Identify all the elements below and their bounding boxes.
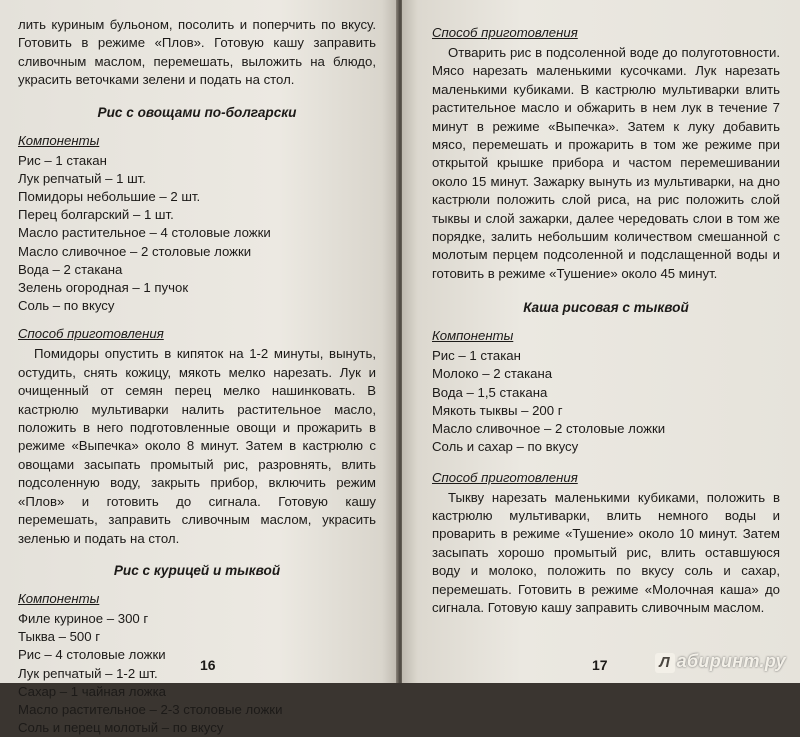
ingredients-list (432, 347, 780, 456)
method-paragraph: Отварить рис в подсоленной воде до полуготовности. Мясо нарезать маленькими кусочками. Лук нарезать маленькими кубиками. В кастрюлю мультиварки влить растительное масло и обжарить в нем лук в течение 7 минут в режиме «Выпечка». Затем к луку добавить мясо, перемешать и прожарить в том же режиме при открытой крышке прибора и частом перемешивании около 15 минут. Зажарку вынуть из мультиварки, на дно кастрюли положить слой риса, на рис положить слой тыквы и слой зажарки, далее чередовать слои в том же порядке, залить небольшим количеством смешанной с молотым перцем подсоленной и подслащенной воды и готовить в режиме «Тушение» около 45 минут. (432, 45, 780, 281)
watermark-text: абиринт.ру (676, 651, 786, 671)
components-heading: Компоненты (18, 132, 100, 148)
method-paragraph: Тыкву нарезать маленькими кубиками, положить в кастрюлю мультиварки, влить немного воды и проварить в режиме «Тушение» около 10 минут. Затем засыпать хорошо промытый рис, влить оставшуюся воду и молоко, положить по вкусу соль и сахар, перемешать. Готовить в режиме «Молочная каша» до сигнала. Готовую кашу заправить сливочным маслом. (432, 489, 780, 615)
ingredient-item: Соль – по вкусу (18, 298, 115, 314)
ingredient-item: Соль и сахар – по вкусу (432, 439, 579, 455)
ingredient-item: Зелень огородная – 1 пучок (18, 280, 189, 296)
ingredients-list (18, 152, 376, 316)
ingredient-item: Вода – 2 стакана (18, 261, 123, 277)
recipe-title: Рис с овощами по-болгарски (97, 104, 297, 120)
ingredient-item: Филе куриное – 300 г (18, 610, 149, 626)
components-heading: Компоненты (18, 590, 100, 606)
method-paragraph: Помидоры опустить в кипяток на 1-2 минуты, вынуть, остудить, снять кожицу, мякоть мелко нарезать. Лук и очищенный от семян перец мелко нашинковать. В кастрюлю мультиварки налить растительное масло, положить в него подготовленные овощи и прожарить в режиме «Выпечка» около 8 минут. Затем в кастрюлю с овощами засыпать промытый рис, разровнять, влить подсоленную воду, закрыть прибор, включить режим «Плов» и готовить до сигнала. Готовую кашу перемешать, заправить сливочным маслом, украсить зеленью и подать на стол. (18, 346, 376, 546)
ingredient-item: Масло сливочное – 2 столовые ложки (432, 421, 666, 437)
intro-paragraph: лить куриным бульоном, посолить и поперчить по вкусу. Готовить в режиме «Плов». Готовую кашу заправить сливочным маслом, перемешать, выложить на блюдо, украсить веточками зелени и подать на стол. (18, 17, 376, 88)
right-page (402, 0, 800, 683)
ingredient-item: Помидоры небольшие – 2 шт. (18, 189, 201, 205)
ingredient-item: Мякоть тыквы – 200 г (432, 402, 563, 418)
ingredient-item: Вода – 1,5 стакана (432, 384, 548, 400)
ingredient-item: Перец болгарский – 1 шт. (18, 207, 174, 223)
page-number: 17 (592, 657, 608, 673)
ingredient-item: Тыква – 500 г (18, 629, 101, 645)
recipe-title: Каша рисовая с тыквой (523, 300, 689, 316)
recipe-title: Рис с курицей и тыквой (113, 562, 281, 578)
labirint-watermark (655, 651, 786, 673)
ingredient-item: Лук репчатый – 1-2 шт. (18, 665, 158, 681)
ingredient-item: Рис – 4 столовые ложки (18, 647, 166, 663)
ingredient-item: Рис – 1 стакан (432, 348, 521, 364)
left-page (0, 0, 398, 736)
ingredients-list (18, 610, 376, 737)
labirint-logo-icon: Л (655, 653, 675, 673)
ingredient-item: Соль и перец молотый – по вкусу (18, 720, 224, 736)
method-heading: Способ приготовления (18, 326, 164, 342)
method-heading: Способ приготовления (432, 25, 578, 40)
ingredient-item: Масло растительное – 4 столовые ложки (18, 225, 271, 241)
ingredient-item: Масло растительное – 2-3 столовые ложки (18, 701, 283, 717)
ingredient-item: Масло сливочное – 2 столовые ложки (18, 243, 252, 259)
components-heading: Компоненты (432, 328, 514, 344)
ingredient-item: Молоко – 2 стакана (432, 366, 553, 382)
ingredient-item: Лук репчатый – 1 шт. (18, 170, 146, 186)
ingredient-item: Сахар – 1 чайная ложка (18, 683, 167, 699)
method-heading: Способ приготовления (432, 469, 578, 485)
page-number: 16 (200, 657, 216, 673)
ingredient-item: Рис – 1 стакан (18, 152, 107, 168)
